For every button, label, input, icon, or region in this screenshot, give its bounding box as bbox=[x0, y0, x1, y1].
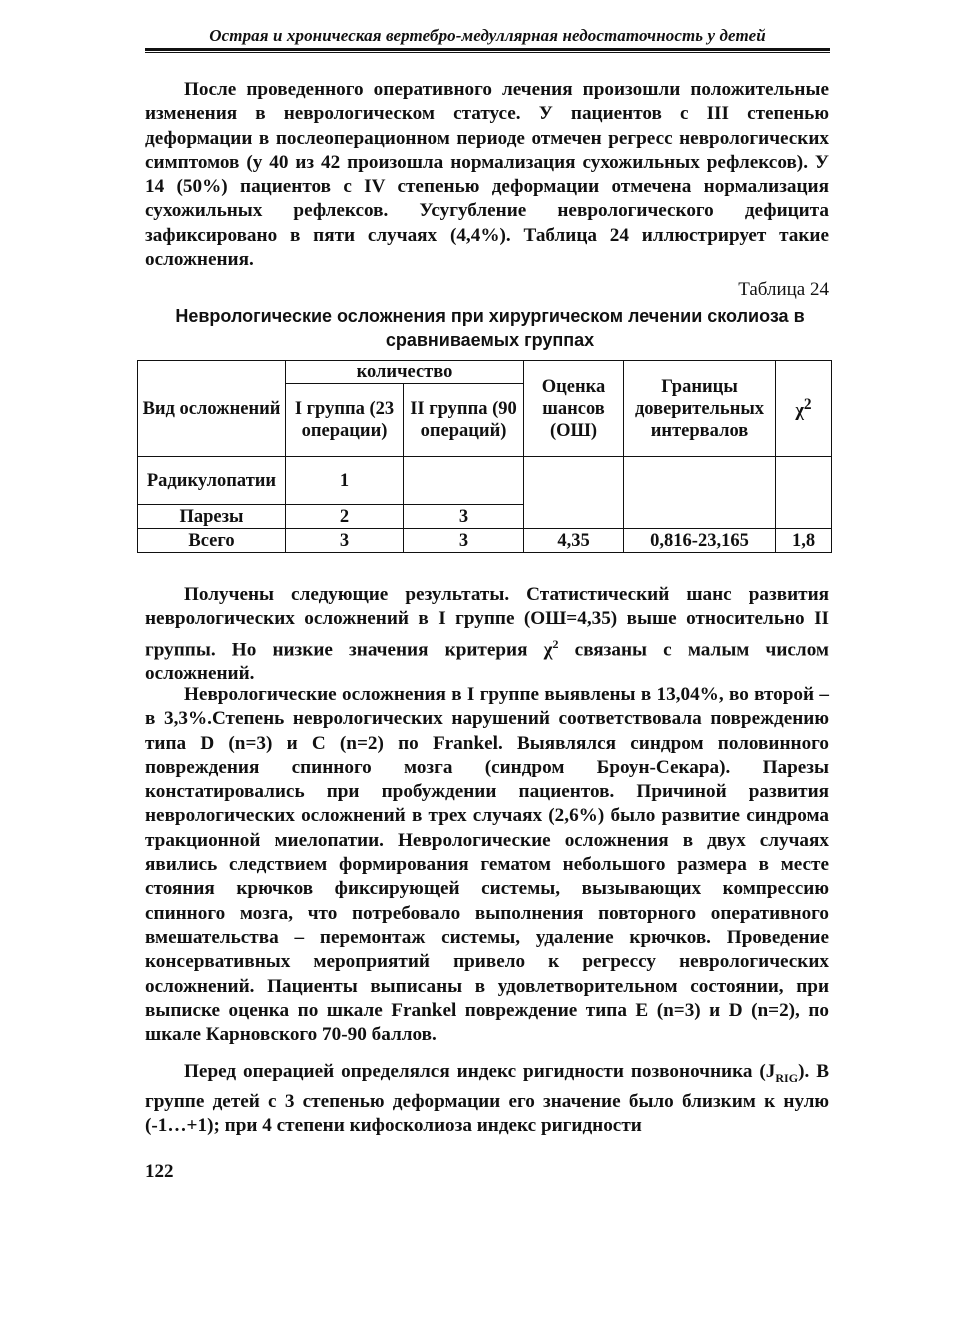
paragraph-4 bbox=[145, 1060, 829, 1139]
row-chi: 1,8 bbox=[776, 529, 832, 553]
complications-table bbox=[137, 360, 832, 553]
table-title: Неврологические осложнения при хирургическом лечении сколиоза в сравниваемых группах bbox=[175, 306, 805, 350]
chi-symbol: χ bbox=[543, 638, 553, 660]
row-type: Всего bbox=[138, 529, 286, 553]
row-group-1: 3 bbox=[286, 529, 404, 553]
chi-symbol: χ bbox=[795, 401, 804, 422]
header-odds-ratio: Оценка шансов (ОШ) bbox=[524, 361, 624, 457]
paragraph-2 bbox=[145, 583, 829, 687]
header-quantity: количество bbox=[286, 361, 524, 384]
paragraph-2-part-1: Получены следующие результаты. Статистический шанс развития неврологических осложнений в I группе (ОШ=4,35) выше относительно II группы. Но низкие значения критерия bbox=[145, 584, 829, 660]
header-complication-type: Вид осложнений bbox=[138, 361, 286, 457]
table-row bbox=[138, 529, 832, 553]
header-rule-thin bbox=[145, 52, 830, 53]
header-group-2: II группа (90 операций) bbox=[404, 384, 524, 457]
row-type: Радикулопатии bbox=[138, 457, 286, 505]
row-ci: 0,816-23,165 bbox=[624, 529, 776, 553]
running-header: Острая и хроническая вертебро-медуллярная недостаточность у детей bbox=[209, 26, 766, 45]
table-caption: Таблица 24 bbox=[738, 279, 829, 300]
rigidity-subscript: RIG bbox=[775, 1070, 799, 1085]
row-ci bbox=[624, 457, 776, 529]
paragraph-4-part-2: ). В группе детей с 3 степенью деформации его значение было близким к нулю (-1…+1); при 4 степени кифосколиоза индекс ригидности bbox=[145, 1061, 829, 1137]
header-rule bbox=[145, 48, 830, 51]
row-chi bbox=[776, 457, 832, 529]
header-confidence-interval: Границы доверительных интервалов bbox=[624, 361, 776, 457]
row-group-2 bbox=[404, 457, 524, 505]
row-odds bbox=[524, 457, 624, 529]
table-row bbox=[138, 457, 832, 505]
header-group-1: I группа (23 операции) bbox=[286, 384, 404, 457]
paragraph-2-part-2: связаны с малым числом осложнений. bbox=[145, 638, 829, 685]
paragraph-4-part-1: Перед операцией определялся индекс ригидности позвоночника (J bbox=[184, 1061, 776, 1082]
chi-superscript: 2 bbox=[552, 636, 559, 651]
header-chi-square bbox=[776, 361, 832, 457]
row-group-2: 3 bbox=[404, 505, 524, 529]
page-number: 122 bbox=[145, 1161, 174, 1182]
row-group-1: 1 bbox=[286, 457, 404, 505]
paragraph-3: Неврологические осложнения в I группе выявлены в 13,04%, во второй – в 3,3%.Степень неврологических нарушений соответствовала повреждению типа D (n=3) и C (n=2) по Frankel. Выявлялся синдром половинного повреждения спинного мозга (синдром Броун-Секара). Парезы констатировались при пробуждении пациентов. Причиной развития неврологических осложнений в трех случаях (2,6%) было развитие синдрома тракционной миелопатии. Неврологические осложнения в двух случаях явились следствием формирования гематом небольшого размера в месте стояния крючков фиксирующей системы, вызывающих компрессию спинного мозга, что потребовало выполнения повторного оперативного вмешательства – перемонтаж системы, удаление крючков. Проведение консервативных мероприятий привело к регрессу неврологических осложнений. Пациенты выписаны в удовлетворительном состоянии, при выписке оценка по шкале Frankel повреждение типа E (n=3) и D (n=2), по шкале Карновского 70-90 баллов. bbox=[145, 684, 829, 1046]
row-type: Парезы bbox=[138, 505, 286, 529]
row-group-2: 3 bbox=[404, 529, 524, 553]
paragraph-1: После проведенного оперативного лечения произошли положительные изменения в неврологическом статусе. У пациентов с III степенью деформации в послеоперационном периоде отмечен регресс неврологических симптомов (у 40 из 42 произошла нормализация сухожильных рефлексов). У 14 (50%) пациентов с IV степенью деформации отмечена нормализация сухожильных рефлексов. Усугубление неврологического дефицита зафиксировано в пяти случаях (4,4%). Таблица 24 иллюстрирует такие осложнения. bbox=[145, 79, 829, 271]
chi-superscript: 2 bbox=[803, 396, 812, 414]
row-group-1: 2 bbox=[286, 505, 404, 529]
row-odds: 4,35 bbox=[524, 529, 624, 553]
